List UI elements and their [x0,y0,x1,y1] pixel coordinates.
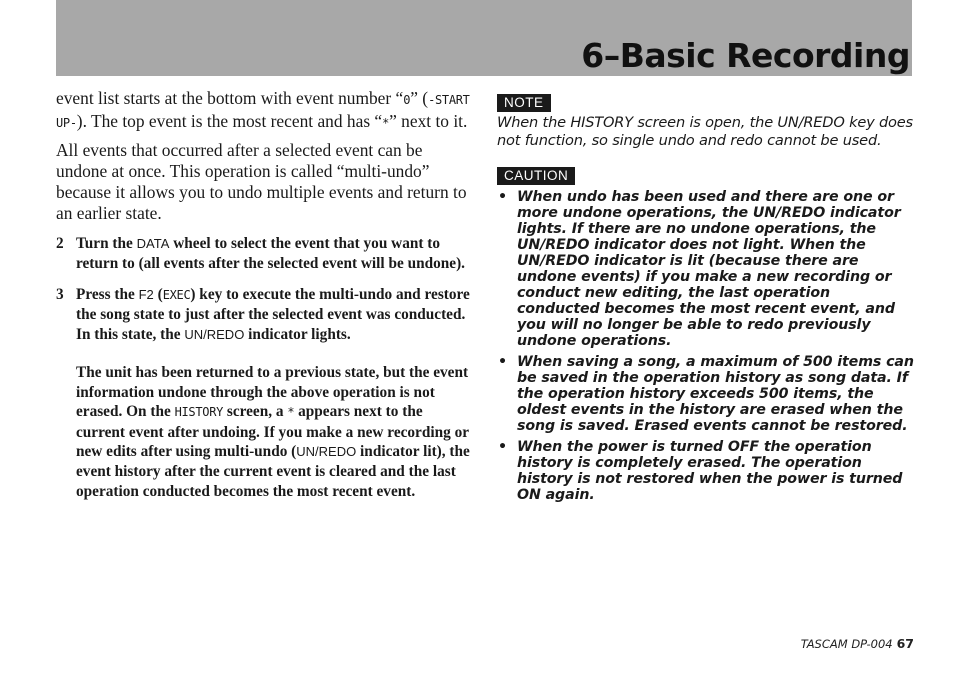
step-3-detail [56,363,472,501]
caution-text: When the power is turned OFF the operation history is completely erased. The operation history is not restored when the power is turned ON again. [517,439,903,503]
text-segment: appears next to the current event after undoing. If you make a new recording or new edits after using multi-undo ( [76,403,469,461]
paragraph-event-list [56,88,472,134]
step-2 [56,234,472,274]
key-name: DATA [136,236,170,251]
step-number: 3 [56,286,64,303]
text-segment: indicator lights. [244,326,351,343]
note-text: When the HISTORY screen is open, the UN/REDO key does not function, so single undo and redo cannot be used. [497,114,913,149]
bullet-icon: • [498,354,507,370]
bullet-icon: • [498,189,507,205]
caution-text: When undo has been used and there are one or more undone operations, the UN/REDO indicator lights. If there are no undone operations, the UN/REDO indicator does not light. When the UN/REDO indicator is lit (because there are undone events) if you make a new recording or conduct new editing, the last operation conducted becomes the most recent event, and you will no longer be able to redo previously undone operations. [517,189,901,349]
display-text: * [382,116,390,130]
caution-text: When saving a song, a maximum of 500 items can be saved in the operation history as song data. If the operation history exceeds 500 items, the oldest events in the history are erased when the song is saved. Erased events cannot be restored. [517,354,914,434]
key-name: F2 [138,287,154,302]
bullet-icon: • [498,439,507,455]
display-text: HISTORY [174,405,224,420]
right-column [497,92,915,508]
step-number: 2 [56,235,64,252]
text-segment: ( [153,286,163,303]
caution-label: CAUTION [497,167,575,185]
text-segment: ) key to execute the multi-undo and restore the song state to just after the selected event was conducted. In this state, the [76,286,470,343]
key-name: UN/REDO [184,327,245,342]
text-segment: ” next to it. [389,111,468,131]
caution-item [497,354,915,434]
paragraph-multi-undo: All events that occurred after a selected event can be undone at once. This operation is called “multi-undo” because it allows you to undo multiple events and return to an earlier state. [56,140,467,223]
display-text: 0 [403,93,411,107]
footer-brand: TASCAM DP-004 [800,637,893,651]
text-segment: The unit has been returned to a previous state, but the event information undone through the above operation is not erased. On the [76,364,469,421]
text-segment: wheel to select the event that you want to return to (all events after the selected event will be undone). [76,235,466,272]
page-footer [801,636,914,651]
note-label: NOTE [497,94,551,112]
text-segment: Turn the [76,235,137,252]
text-segment: ” ( [410,88,429,108]
key-name: UN/REDO [296,444,357,460]
display-text: EXEC [162,288,191,302]
caution-item [497,439,915,503]
text-segment: indicator lit), the event history after the current event is cleared and the last operation conducted becomes the most recent event. [76,443,470,500]
text-segment: event list starts at the bottom with event number “ [56,88,404,108]
left-column [56,88,472,501]
caution-list [497,189,915,503]
display-text: * [287,405,295,420]
text-segment: screen, a [223,403,288,421]
page-number: 67 [896,636,914,651]
text-segment: ). The top event is the most recent and has “ [76,111,383,131]
text-segment: Press the [76,286,139,303]
step-3 [56,285,472,345]
caution-item [497,189,915,349]
display-text: -START UP- [56,93,470,130]
page-title: 6–Basic Recording [581,36,910,75]
